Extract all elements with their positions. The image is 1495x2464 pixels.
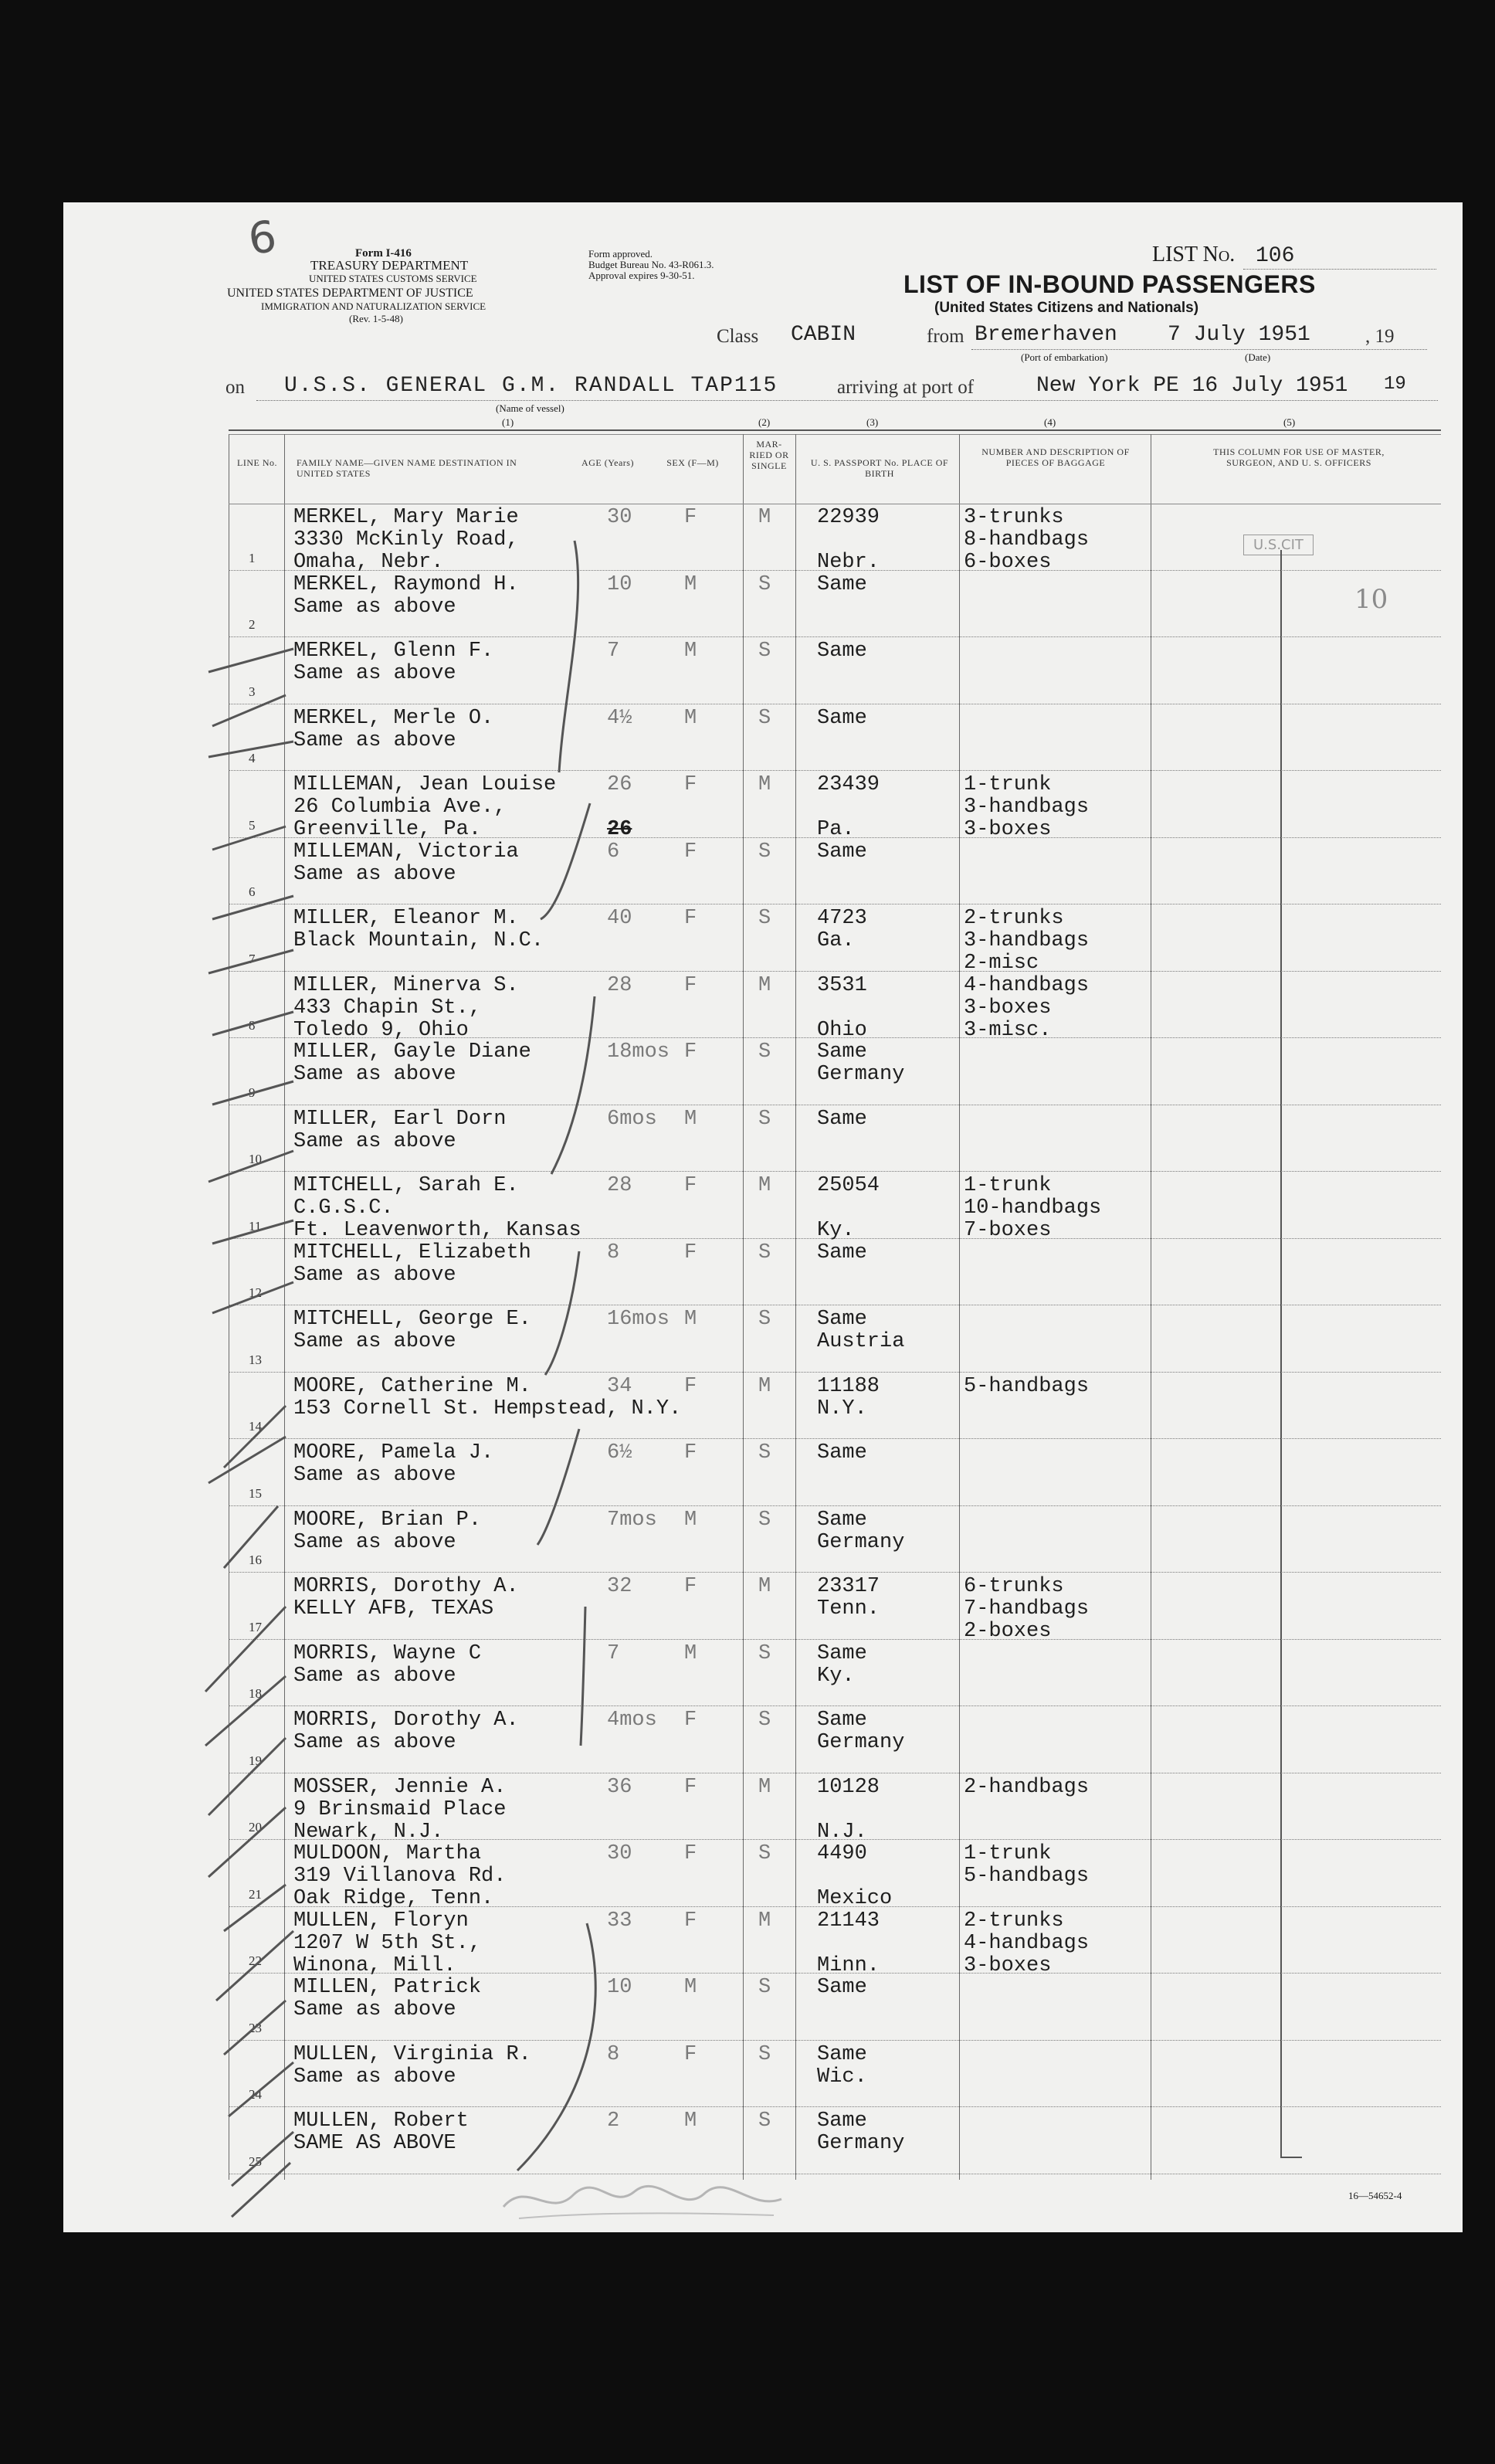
destination-line: KELLY AFB, TEXAS	[293, 1597, 494, 1621]
passport-number: 23439	[817, 773, 880, 796]
marital-status: S	[758, 572, 771, 596]
age: 18mos	[607, 1040, 670, 1064]
destination-line: 153 Cornell St. Hempstead, N.Y.	[293, 1397, 682, 1420]
sex: M	[684, 1308, 697, 1331]
sex: F	[684, 2042, 697, 2066]
passenger-name: MILLEN, Patrick	[293, 1976, 482, 1999]
line-number: 20	[249, 1820, 262, 1834]
marital-status: S	[758, 1709, 771, 1732]
passenger-name: MITCHELL, Elizabeth	[293, 1240, 531, 1264]
col-line-no: LINE No.	[237, 457, 277, 468]
line-number: 22	[249, 1953, 262, 1968]
passenger-name: MULLEN, Floryn	[293, 1909, 469, 1933]
age: 8	[607, 1240, 620, 1264]
destination-line: Same as above	[293, 2065, 456, 2089]
sex: F	[684, 1040, 697, 1064]
col-officers-use: THIS COLUMN FOR USE OF MASTER, SURGEON, AND U. S. OFFICERS	[1213, 446, 1385, 468]
passport-number: 3531	[817, 973, 867, 997]
destination-line: Same as above	[293, 1263, 456, 1287]
passport-number: Same	[817, 706, 867, 730]
form-revision: (Rev. 1-5-48)	[349, 313, 403, 324]
sex: M	[684, 1641, 697, 1665]
birthplace: Germany	[817, 2132, 905, 2155]
embarkation-date: 7 July 1951	[1168, 323, 1310, 347]
age: 6½	[607, 1441, 632, 1464]
embarkation-caption: (Port of embarkation)	[1021, 351, 1108, 363]
passport-number: Same	[817, 1040, 867, 1064]
age: 30	[607, 506, 632, 529]
line-number: 18	[249, 1686, 262, 1701]
marital-status: S	[758, 1308, 771, 1331]
marital-status: S	[758, 1240, 771, 1264]
customs-service: UNITED STATES CUSTOMS SERVICE	[309, 273, 477, 284]
marital-status: M	[758, 1374, 771, 1398]
baggage-item: 3-misc.	[964, 1018, 1052, 1042]
line-number: 15	[249, 1485, 262, 1501]
passport-number: Same	[817, 1308, 867, 1331]
destination-line: Winona, Mill.	[293, 1953, 456, 1977]
line-number: 9	[249, 1084, 256, 1100]
from-label: from	[927, 326, 964, 347]
destination-line: Same as above	[293, 1129, 456, 1153]
justice-department: UNITED STATES DEPARTMENT OF JUSTICE	[227, 287, 473, 300]
passport-number: Same	[817, 1240, 867, 1264]
marital-status: S	[758, 706, 771, 730]
sex: M	[684, 640, 697, 663]
destination-line: 1207 W 5th St.,	[293, 1931, 482, 1955]
baggage-item: 2-misc	[964, 952, 1039, 975]
passenger-name: MERKEL, Glenn F.	[293, 640, 494, 663]
sex: M	[684, 2109, 697, 2133]
marital-status: S	[758, 840, 771, 864]
col-num-5: (5)	[1283, 416, 1296, 428]
passenger-name: MORRIS, Dorothy A.	[293, 1709, 519, 1732]
destination-line: Same as above	[293, 1998, 456, 2021]
passenger-name: MULDOON, Martha	[293, 1842, 482, 1865]
age: 7	[607, 1641, 620, 1665]
sex: F	[684, 907, 697, 930]
page-mark: 6	[245, 211, 280, 266]
baggage-item: 1-trunk	[964, 773, 1052, 796]
age: 28	[607, 973, 632, 997]
on-label: on	[225, 377, 245, 398]
birthplace: Germany	[817, 1063, 905, 1086]
sex: F	[684, 973, 697, 997]
birthplace: Ohio	[817, 1018, 867, 1042]
destination-line: 3330 McKinly Road,	[293, 528, 519, 552]
marital-status: M	[758, 506, 771, 529]
destination-line: Same as above	[293, 728, 456, 752]
col-name-destination: FAMILY NAME—GIVEN NAME DESTINATION IN UNITED STATES	[297, 457, 517, 479]
list-number: 106	[1256, 244, 1295, 268]
age: 4½	[607, 706, 632, 730]
sex: F	[684, 1174, 697, 1197]
destination-line: Same as above	[293, 1063, 456, 1086]
marital-status: S	[758, 1842, 771, 1865]
birthplace: Ga.	[817, 929, 855, 952]
baggage-item: 5-handbags	[964, 1865, 1090, 1888]
birthplace: Germany	[817, 1731, 905, 1754]
passenger-name: MILLER, Minerva S.	[293, 973, 519, 997]
destination-line: Ft. Leavenworth, Kansas	[293, 1219, 581, 1242]
passenger-name: MERKEL, Raymond H.	[293, 572, 519, 596]
passenger-name: MERKEL, Merle O.	[293, 706, 494, 730]
baggage-item: 10-handbags	[964, 1196, 1102, 1220]
passport-number: 21143	[817, 1909, 880, 1933]
baggage-item: 2-trunks	[964, 1909, 1064, 1933]
destination-line: Same as above	[293, 1664, 456, 1688]
birthplace: N.J.	[817, 1820, 867, 1844]
passenger-name: MOSSER, Jennie A.	[293, 1775, 507, 1799]
vessel-caption: (Name of vessel)	[496, 402, 564, 414]
baggage-item: 6-boxes	[964, 551, 1052, 574]
sex: F	[684, 1909, 697, 1933]
passport-number: Same	[817, 2109, 867, 2133]
destination-line: Same as above	[293, 1530, 456, 1554]
marital-status: M	[758, 973, 771, 997]
baggage-item: 2-trunks	[964, 907, 1064, 930]
budget-bureau: Budget Bureau No. 43-R061.3.	[588, 259, 714, 270]
destination-line: SAME AS ABOVE	[293, 2132, 456, 2155]
list-number-label: LIST No.	[1152, 243, 1236, 266]
birthplace: N.Y.	[817, 1397, 867, 1420]
passport-number: Same	[817, 1107, 867, 1131]
baggage-item: 1-trunk	[964, 1174, 1052, 1197]
passport-number: 10128	[817, 1775, 880, 1799]
year-suffix-1: , 19	[1365, 326, 1395, 347]
age: 32	[607, 1575, 632, 1598]
line-number: 12	[249, 1285, 262, 1300]
officer-count: 10	[1354, 584, 1388, 615]
passenger-name: MULLEN, Robert	[293, 2109, 469, 2133]
birthplace: Austria	[817, 1330, 905, 1353]
line-number: 1	[249, 550, 256, 565]
list-subtitle: (United States Citizens and Nationals)	[934, 300, 1199, 316]
passenger-name: MILLER, Eleanor M.	[293, 907, 519, 930]
baggage-item: 7-handbags	[964, 1597, 1090, 1621]
age: 36	[607, 1775, 632, 1799]
line-number: 5	[249, 817, 256, 833]
line-number: 8	[249, 1018, 256, 1033]
destination-line: Black Mountain, N.C.	[293, 929, 544, 952]
passport-number: 4723	[817, 907, 867, 930]
line-number: 17	[249, 1619, 262, 1634]
passenger-name: MOORE, Pamela J.	[293, 1441, 494, 1464]
passenger-name: MORRIS, Wayne C	[293, 1641, 482, 1665]
col-num-1: (1)	[502, 416, 514, 428]
col-baggage: NUMBER AND DESCRIPTION OF PIECES OF BAGGAGE	[981, 446, 1130, 468]
form-number: Form I-416	[355, 247, 412, 260]
passenger-name: MOORE, Catherine M.	[293, 1374, 531, 1398]
baggage-item: 4-handbags	[964, 1931, 1090, 1955]
marital-status: S	[758, 2109, 771, 2133]
marital-status: S	[758, 907, 771, 930]
birthplace: Mexico	[817, 1887, 893, 1910]
destination-line: 9 Brinsmaid Place	[293, 1797, 507, 1821]
marital-status: S	[758, 1508, 771, 1532]
birthplace: Tenn.	[817, 1597, 880, 1621]
destination-line: Same as above	[293, 595, 456, 619]
baggage-item: 3-trunks	[964, 506, 1064, 529]
destination-line: Toledo 9, Ohio	[293, 1018, 469, 1042]
birthplace: Minn.	[817, 1953, 880, 1977]
age: 2	[607, 2109, 620, 2133]
passport-number: 11188	[817, 1374, 880, 1398]
passport-number: Same	[817, 840, 867, 864]
destination-line: Omaha, Nebr.	[293, 551, 444, 574]
col-passport-birth: U. S. PASSPORT No. PLACE OF BIRTH	[810, 457, 949, 479]
age: 16mos	[607, 1308, 670, 1331]
line-number: 23	[249, 2020, 262, 2035]
marital-status: S	[758, 2042, 771, 2066]
passenger-name: MILLER, Earl Dorn	[293, 1107, 507, 1131]
sex: F	[684, 1775, 697, 1799]
marital-status: S	[758, 640, 771, 663]
birthplace: Germany	[817, 1530, 905, 1554]
passenger-name: MULLEN, Virginia R.	[293, 2042, 531, 2066]
age: 26	[607, 773, 632, 796]
passport-number: 25054	[817, 1174, 880, 1197]
sex: F	[684, 773, 697, 796]
destination-line: 26 Columbia Ave.,	[293, 796, 507, 819]
arriving-label: arriving at port of	[837, 377, 975, 398]
marital-status: S	[758, 1641, 771, 1665]
class-label: Class	[717, 326, 759, 347]
passenger-name: MITCHELL, Sarah E.	[293, 1174, 519, 1197]
footer-code: 16—54652-4	[1348, 2190, 1402, 2201]
passport-number: 23317	[817, 1575, 880, 1598]
approval-expires: Approval expires 9-30-51.	[588, 270, 695, 281]
age: 4mos	[607, 1709, 657, 1732]
birthplace: Pa.	[817, 818, 855, 841]
age: 28	[607, 1174, 632, 1197]
arrival-port-date: New York PE 16 July 1951	[1036, 374, 1348, 398]
list-title: LIST OF IN-BOUND PASSENGERS	[903, 270, 1316, 298]
destination-line: 433 Chapin St.,	[293, 996, 482, 1020]
baggage-item: 4-handbags	[964, 973, 1090, 997]
col-num-3: (3)	[866, 416, 879, 428]
col-sex: SEX (F—M)	[666, 457, 719, 468]
age: 6	[607, 840, 620, 864]
passport-number: 4490	[817, 1842, 867, 1865]
age: 30	[607, 1842, 632, 1865]
baggage-item: 7-boxes	[964, 1219, 1052, 1242]
age: 8	[607, 2042, 620, 2066]
passport-number: Same	[817, 1441, 867, 1464]
year-suffix-2: 19	[1384, 374, 1406, 395]
baggage-item: 1-trunk	[964, 1842, 1052, 1865]
age: 7	[607, 640, 620, 663]
line-number: 4	[249, 751, 256, 765]
passport-number: Same	[817, 2042, 867, 2066]
age: 6mos	[607, 1107, 657, 1131]
port-of-embarkation: Bremerhaven	[975, 323, 1117, 347]
col-num-2: (2)	[758, 416, 771, 428]
baggage-item: 2-handbags	[964, 1775, 1090, 1799]
passport-number: 22939	[817, 506, 880, 529]
line-number: 19	[249, 1753, 262, 1768]
marital-status: S	[758, 1976, 771, 1999]
age: 34	[607, 1374, 632, 1398]
sex: F	[684, 1842, 697, 1865]
marital-status: S	[758, 1441, 771, 1464]
destination-line: Same as above	[293, 1731, 456, 1754]
sex: F	[684, 1709, 697, 1732]
passport-number: Same	[817, 1641, 867, 1665]
sex: F	[684, 840, 697, 864]
line-number: 11	[249, 1218, 262, 1234]
baggage-item: 8-handbags	[964, 528, 1090, 552]
passenger-name: MITCHELL, George E.	[293, 1308, 531, 1331]
birthplace: Nebr.	[817, 551, 880, 574]
line-number: 16	[249, 1553, 262, 1567]
destination-line: Same as above	[293, 662, 456, 685]
baggage-item: 3-boxes	[964, 818, 1052, 841]
birthplace: Ky.	[817, 1664, 855, 1688]
baggage-item: 3-boxes	[964, 996, 1052, 1020]
age: 40	[607, 907, 632, 930]
vessel-name: U.S.S. GENERAL G.M. RANDALL TAP115	[284, 374, 778, 398]
destination-line: Same as above	[293, 1464, 456, 1487]
passport-number: Same	[817, 1976, 867, 1999]
line-number: 25	[249, 2153, 262, 2169]
sex: F	[684, 1575, 697, 1598]
baggage-item: 3-boxes	[964, 1953, 1052, 1977]
passenger-name: MILLEMAN, Jean Louise	[293, 773, 557, 796]
passport-number: Same	[817, 640, 867, 663]
line-number: 2	[249, 617, 256, 632]
marital-status: M	[758, 773, 771, 796]
birthplace: Wic.	[817, 2065, 867, 2089]
age-correction: 26	[607, 818, 632, 841]
baggage-item: 5-handbags	[964, 1374, 1090, 1398]
sex: F	[684, 1441, 697, 1464]
passenger-name: MILLER, Gayle Diane	[293, 1040, 531, 1064]
sex: M	[684, 1508, 697, 1532]
form-approved: Form approved.	[588, 248, 653, 260]
passport-number: Same	[817, 1508, 867, 1532]
col-married-single: MAR-RIED OR SINGLE	[749, 439, 789, 471]
treasury-department: TREASURY DEPARTMENT	[310, 258, 469, 273]
line-number: 21	[249, 1886, 262, 1902]
marital-status: S	[758, 1040, 771, 1064]
passenger-name: MORRIS, Dorothy A.	[293, 1575, 519, 1598]
passport-number: Same	[817, 1709, 867, 1732]
age: 7mos	[607, 1508, 657, 1532]
baggage-item: 3-handbags	[964, 929, 1090, 952]
destination-line: 319 Villanova Rd.	[293, 1865, 507, 1888]
line-number: 13	[249, 1352, 262, 1367]
col-age: AGE (Years)	[581, 457, 634, 468]
sex: F	[684, 1374, 697, 1398]
baggage-item: 3-handbags	[964, 796, 1090, 819]
destination-line: Greenville, Pa.	[293, 818, 482, 841]
sex: F	[684, 1240, 697, 1264]
destination-line: Oak Ridge, Tenn.	[293, 1887, 494, 1910]
marital-status: M	[758, 1174, 771, 1197]
age: 10	[607, 572, 632, 596]
class-value: CABIN	[791, 323, 856, 347]
baggage-item: 6-trunks	[964, 1575, 1064, 1598]
sex: M	[684, 1976, 697, 1999]
passenger-name: MILLEMAN, Victoria	[293, 840, 519, 864]
sex: M	[684, 706, 697, 730]
destination-line: Same as above	[293, 862, 456, 886]
passenger-name: MOORE, Brian P.	[293, 1508, 482, 1532]
baggage-item: 2-boxes	[964, 1620, 1052, 1643]
age: 33	[607, 1909, 632, 1933]
col-num-4: (4)	[1044, 416, 1056, 428]
line-number: 24	[249, 2087, 262, 2102]
sex: M	[684, 1107, 697, 1131]
line-number: 7	[249, 951, 256, 966]
birthplace: Ky.	[817, 1219, 855, 1242]
destination-line: C.G.S.C.	[293, 1196, 394, 1220]
destination-line: Same as above	[293, 1330, 456, 1353]
line-number: 3	[249, 684, 256, 699]
passport-number: Same	[817, 572, 867, 596]
marital-status: M	[758, 1775, 771, 1799]
destination-line: Newark, N.J.	[293, 1820, 444, 1844]
marital-status: M	[758, 1909, 771, 1933]
marital-status: S	[758, 1107, 771, 1131]
line-number: 10	[249, 1152, 262, 1166]
line-number: 6	[249, 884, 256, 899]
line-number: 14	[249, 1419, 262, 1434]
sex: M	[684, 572, 697, 596]
marital-status: M	[758, 1575, 771, 1598]
date-caption: (Date)	[1245, 351, 1271, 363]
citizen-stamp: U.S.CIT	[1243, 535, 1314, 555]
age: 10	[607, 1976, 632, 1999]
sex: F	[684, 506, 697, 529]
ins-service: IMMIGRATION AND NATURALIZATION SERVICE	[261, 300, 486, 312]
passenger-name: MERKEL, Mary Marie	[293, 506, 519, 529]
